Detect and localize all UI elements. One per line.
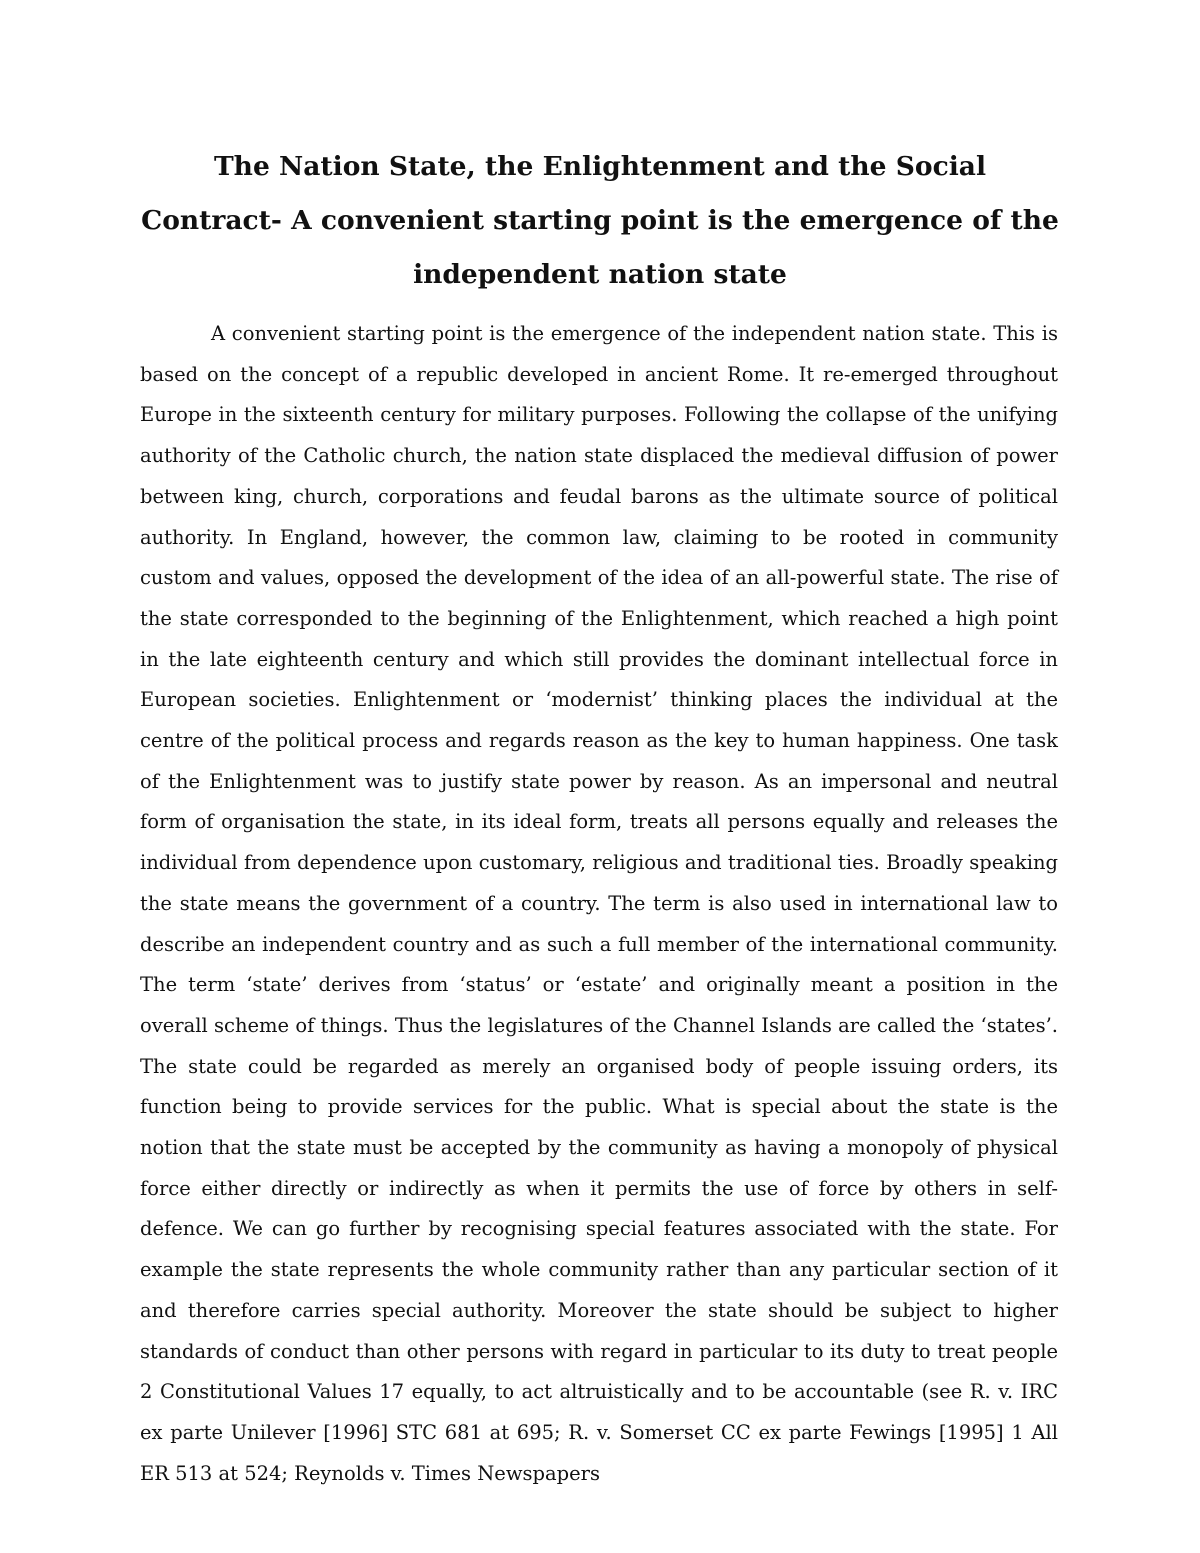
document-title: The Nation State, the Enlightenment and the Social Contract- A convenient starting point is the emergence of the independent nation state — [141, 151, 1059, 290]
body-paragraph: A convenient starting point is the emergence of the independent nation state. This is based on the concept of a republic developed in ancient Rome. It re-emerged throughout Europe in the sixteenth century for military purposes. Following the collapse of the unifying authority of the Catholic church, the nation state displaced the medieval diffusion of power between king, church, corporations and feudal barons as the ultimate source of political authority. In England, however, the common law, claiming to be rooted in community custom and values, opposed the development of the idea of an all-powerful state. The rise of the state corresponded to the beginning of the Enlightenment, which reached a high point in the late eighteenth century and which still provides the dominant intellectual force in European societies. Enlightenment or ‘modernist’ thinking places the individual at the centre of the political process and regards reason as the key to human happiness. One task of the Enlightenment was to justify state power by reason. As an impersonal and neutral form of organisation the state, in its ideal form, treats all persons equally and releases the individual from dependence upon customary, religious and traditional ties. Broadly speaking the state means the government of a country. The term is also used in international law to describe an independent country and as such a full member of the international community. The term ‘state’ derives from ‘status’ or ‘estate’ and originally meant a position in the overall scheme of things. Thus the legislatures of the Channel Islands are called the ‘states’. The state could be regarded as merely an organised body of people issuing orders, its function being to provide services for the public. What is special about the state is the notion that the state must be accepted by the community as having a monopoly of physical force either directly or indirectly as when it permits the use of force by others in self-defence. We can go further by recognising special features associated with the state. For example the state represents the whole community rather than any particular section of it and therefore carries special authority. Moreover the state should be subject to higher standards of conduct than other persons with regard in particular to its duty to treat people 2 Constitutional Values 17 equally, to act altruistically and to be accountable (see R. v. IRC ex parte Unilever [1996] STC 681 at 695; R. v. Somerset CC ex parte Fewings [1995] 1 All ER 513 at 524; Reynolds v. Times Newspapers — [140, 322, 1058, 1485]
